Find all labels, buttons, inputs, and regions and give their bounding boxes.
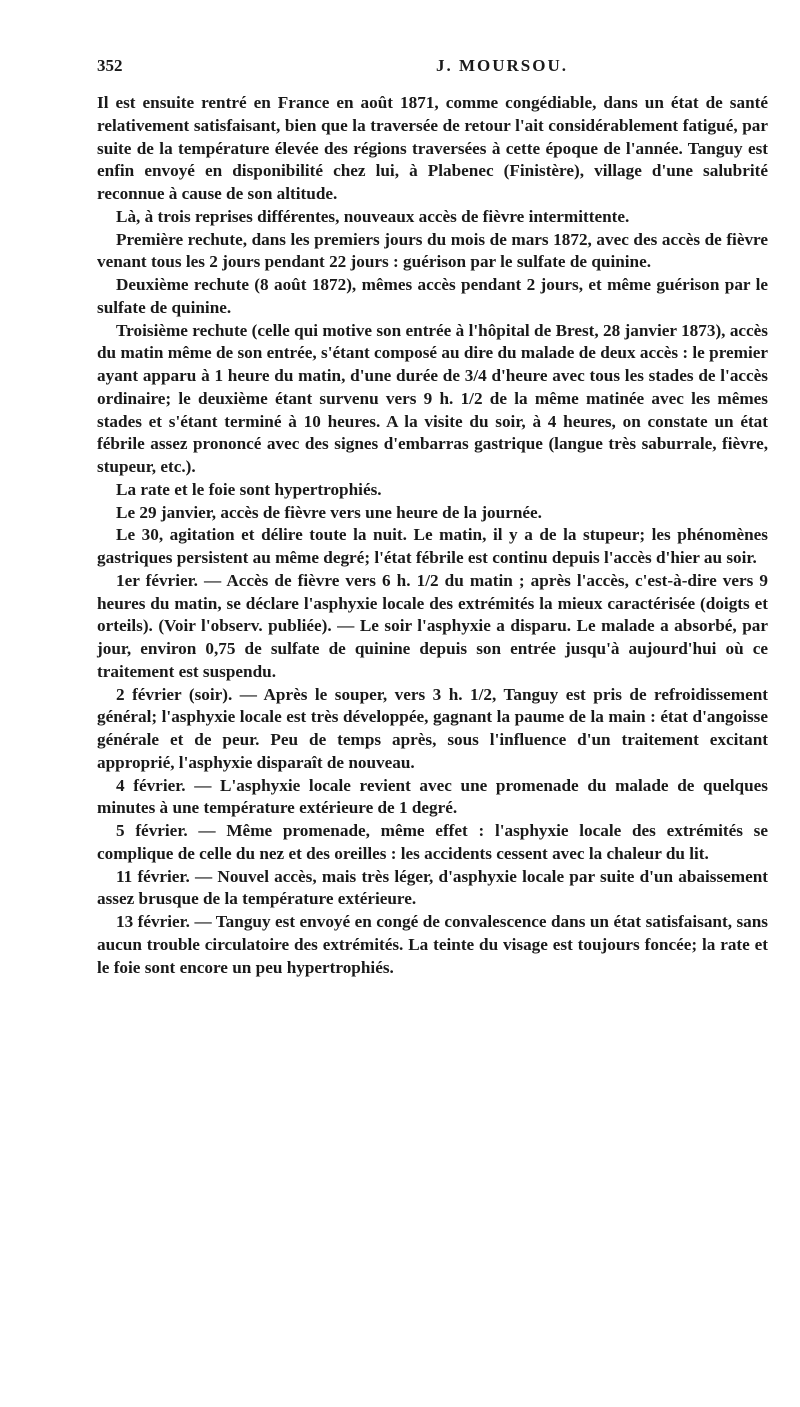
paragraph: Il est ensuite rentré en France en août 1871, comme congédiable, dans un état de santé relativement satisfaisant, bien que la traversée de retour l'ait considérablement fatigué, par suite de la température élevée des régions traversées à cette époque de l'année. Tanguy est enfin envoyé en disponibilité chez lui, à Plabenec (Finistère), village d'une salubrité reconnue à cause de son altitude. — [97, 93, 768, 203]
paragraph: 4 février. — L'asphyxie locale revient avec une promenade du malade de quelques minutes à une température extérieure de 1 degré. — [97, 775, 768, 818]
paragraph: 5 février. — Même promenade, même effet : l'asphyxie locale des extrémités se complique de celle du nez et des oreilles : les accidents cessent avec la chaleur du lit. — [97, 821, 768, 863]
paragraph: Deuxième rechute (8 août 1872), mêmes accès pendant 2 jours, et même guérison par le sulfate de quinine. — [97, 275, 768, 317]
paragraph: Le 30, agitation et délire toute la nuit. Le matin, il y a de la stupeur; les phénomènes gastriques persistent au même degré; l'état fébrile est continu depuis l'accès d'hier au soir. — [97, 525, 768, 567]
running-title: J. MOURSOU. — [435, 56, 568, 75]
paragraph: Le 29 janvier, accès de fièvre vers une heure de la journée. — [116, 502, 542, 522]
paragraph: 2 février (soir). — Après le souper, vers 3 h. 1/2, Tanguy est pris de refroidissement général; l'asphyxie locale est très développée, gagnant la paume de la main : état d'angoisse générale et de peur. Peu de temps après, sous l'influence d'un traitement excitant approprié, l'asphyxie disparaît de nouveau. — [97, 684, 768, 772]
paragraph: 13 février. — Tanguy est envoyé en congé de convalescence dans un état satisfaisant, sans aucun trouble circulatoire des extrémités. La teinte du visage est toujours foncée; la rate et le foie sont encore un peu hypertrophiés. — [97, 912, 768, 977]
page-header — [97, 56, 568, 84]
paragraph: Là, à trois reprises différentes, nouveaux accès de fièvre intermittente. — [116, 206, 630, 226]
paragraph: 11 février. — Nouvel accès, mais très léger, d'asphyxie locale par suite d'un abaissement assez brusque de la température extérieure. — [97, 866, 768, 909]
body-text — [97, 92, 768, 979]
paragraph: Première rechute, dans les premiers jours du mois de mars 1872, avec des accès de fièvre venant tous les 2 jours pendant 22 jours : guérison par le sulfate de quinine. — [97, 229, 768, 272]
paragraph: 1er février. — Accès de fièvre vers 6 h. 1/2 du matin ; après l'accès, c'est-à-dire vers 9 heures du matin, se déclare l'asphyxie locale des extrémités la mieux caractérisée (doigts et orteils). (Voir l'observ. publiée). — Le soir l'asphyxie a disparu. Le malade a absorbé, par jour, environ 0,75 de sulfate de quinine depuis son entrée jusqu'à aujourd'hui où ce traitement est suspendu. — [97, 570, 768, 681]
paragraph: Troisième rechute (celle qui motive son entrée à l'hôpital de Brest, 28 janvier 1873), accès du matin même de son entrée, s'étant composé au dire du malade de deux accès : le premier ayant apparu à 1 heure du matin, d'une durée de 3/4 d'heure avec tous les stades de l'accès ordinaire; le deuxième étant survenu vers 9 h. 1/2 de la même matinée avec les mêmes stades et s'étant terminé à 10 heures. A la visite du soir, à 4 heures, on constate un état fébrile assez prononcé avec des signes d'embarras gastrique (langue très saburrale, fièvre, stupeur, etc.). — [97, 320, 768, 476]
paragraph: La rate et le foie sont hypertrophiés. — [116, 479, 382, 499]
page-number: 352 — [97, 56, 123, 75]
